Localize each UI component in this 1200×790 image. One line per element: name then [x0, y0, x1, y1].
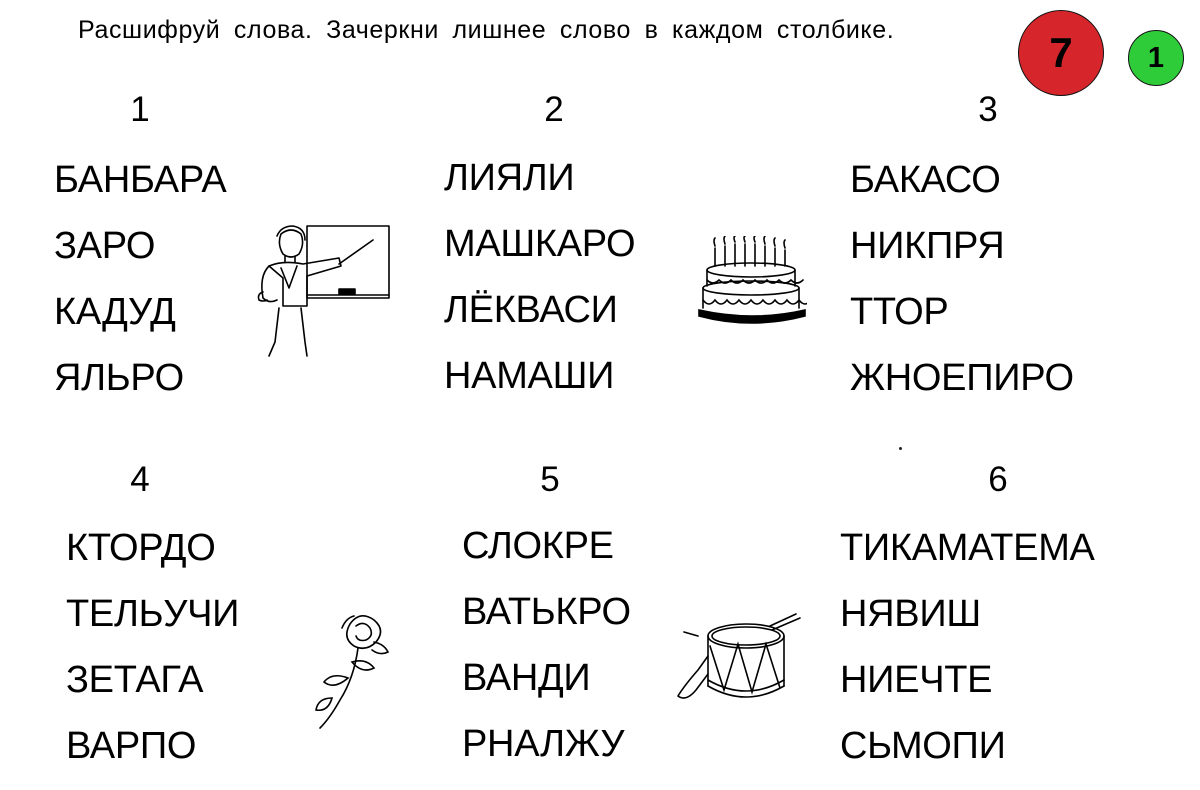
word-column-1: [54, 158, 226, 422]
word-column-3: [850, 158, 1074, 422]
word-item[interactable]: РНАЛЖУ: [462, 723, 625, 765]
task-number-badge: 7: [1018, 10, 1104, 96]
word-item[interactable]: ВАРПО: [66, 725, 197, 767]
word-item[interactable]: ЗАРО: [54, 225, 156, 267]
word-item[interactable]: БАНБАРА: [54, 159, 227, 201]
level-badge: 1: [1128, 30, 1184, 86]
word-item[interactable]: ЯЛЬРО: [54, 357, 184, 399]
word-item[interactable]: МАШКАРО: [444, 223, 636, 265]
word-item[interactable]: ВАНДИ: [462, 657, 591, 699]
column-number-5: 5: [540, 460, 560, 499]
column-number-3: 3: [978, 90, 998, 129]
word-item[interactable]: КАДУД: [54, 291, 176, 333]
word-item[interactable]: ЛЁКВАСИ: [444, 289, 618, 331]
word-item[interactable]: НЯВИШ: [840, 593, 981, 635]
word-item[interactable]: НИКПРЯ: [850, 225, 1005, 267]
column-number-4: 4: [130, 460, 150, 499]
word-column-2: [444, 156, 635, 420]
instruction-text: Расшифруй слова. Зачеркни лишнее слово в каждом столбике.: [78, 16, 895, 44]
word-item[interactable]: КТОРДО: [66, 527, 216, 569]
word-item[interactable]: НАМАШИ: [444, 355, 615, 397]
word-column-5: [462, 524, 631, 788]
word-item[interactable]: ТИКАМАТЕМА: [840, 527, 1095, 569]
column-number-6: 6: [988, 460, 1008, 499]
word-column-6: [840, 526, 1095, 790]
word-item[interactable]: ЛИЯЛИ: [444, 157, 575, 199]
word-item[interactable]: НИЕЧТЕ: [840, 659, 993, 701]
word-item[interactable]: ТТОР: [850, 291, 949, 333]
column-number-1: 1: [130, 90, 150, 129]
column-number-2: 2: [544, 90, 564, 129]
drum-icon: [676, 612, 806, 716]
rose-icon: [312, 606, 394, 730]
word-item[interactable]: ЗЕТАГА: [66, 659, 204, 701]
word-item[interactable]: ЖНОЕПИРО: [850, 357, 1074, 399]
teacher-at-blackboard-icon: [255, 222, 395, 360]
word-item[interactable]: ВАТЬКРО: [462, 591, 631, 633]
word-item[interactable]: ТЕЛЬУЧИ: [66, 593, 240, 635]
stray-dot: [899, 447, 902, 450]
birthday-cake-icon: [697, 236, 807, 332]
word-column-4: [66, 526, 239, 790]
word-item[interactable]: СЛОКРЕ: [462, 525, 614, 567]
word-item[interactable]: БАКАСО: [850, 159, 1001, 201]
word-item[interactable]: СЬМОПИ: [840, 725, 1006, 767]
